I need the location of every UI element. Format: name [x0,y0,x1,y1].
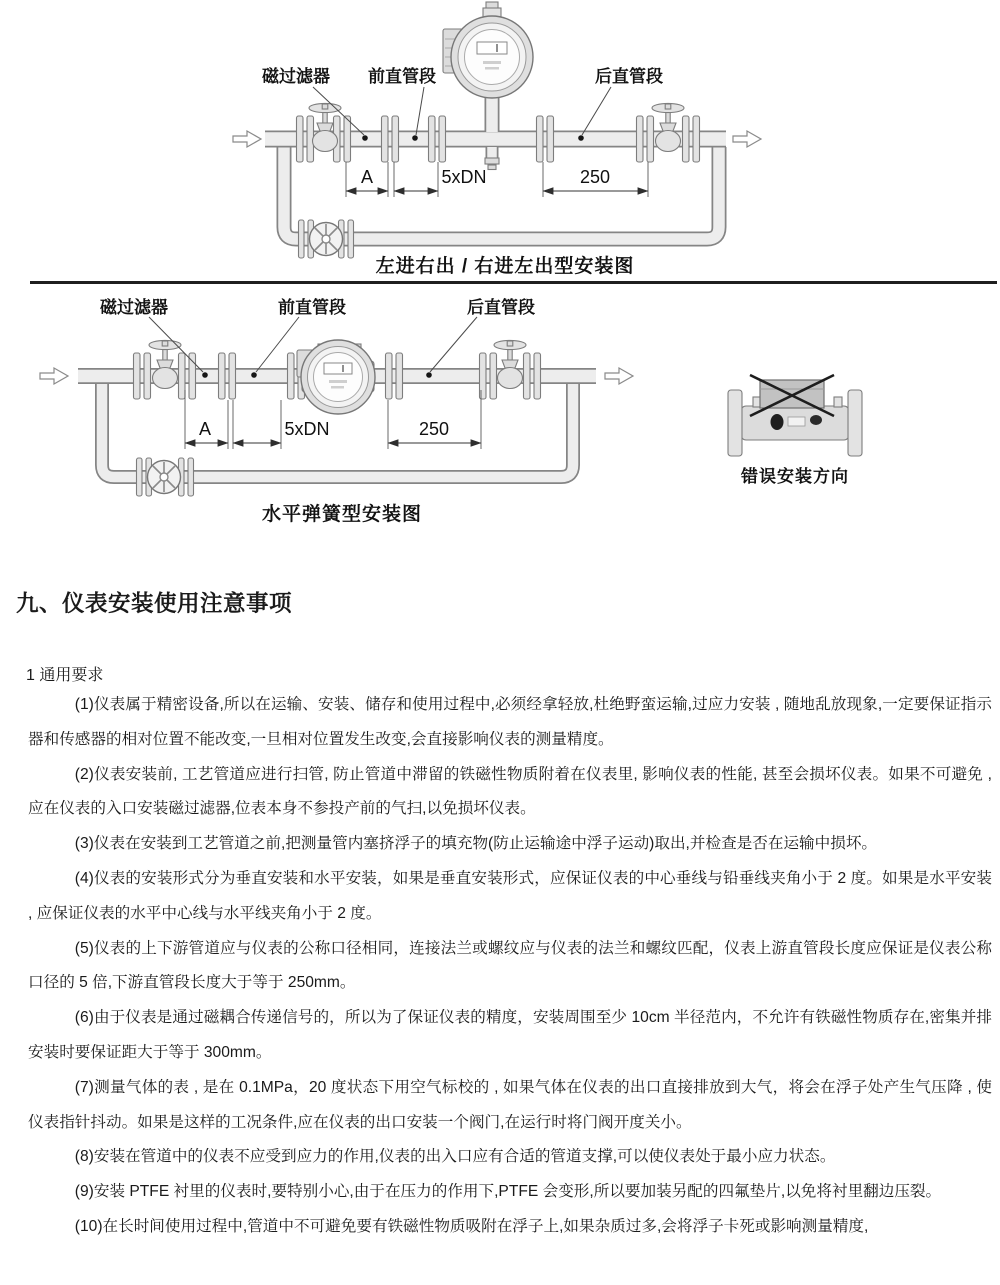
rear-straight-label: 后直管段 [467,298,535,317]
flow-in-arrow-icon [40,368,68,384]
section-subheading: 1 通用要求 [26,667,104,684]
diagram-caption: 水平弹簧型安装图 [261,504,423,525]
installation-diagram-horizontal [0,286,1000,540]
dim-5xdn-label: 5xDN [441,167,487,187]
flow-out-arrow-icon [733,131,761,147]
wrong-direction-caption: 错误安装方向 [741,467,849,486]
dim-250-label: 250 [418,419,450,439]
note-paragraph: (5)仪表的上下游管道应与仪表的公称口径相同，连接法兰或螺纹应与仪表的法兰和螺纹匹配，仪表上游直管段长度应保证是仪表公称口径的 5 倍,下游直管段长度大于等于 250mm。 [28,939,992,992]
front-straight-label: 前直管段 [368,67,436,86]
notes-body [28,688,992,1245]
flowmeter-icon [297,340,375,414]
note-paragraph: (3)仪表在安装到工艺管道之前,把测量管内塞挤浮子的填充物(防止运输途中浮子运动)取出,并检查是否在运输中损坏。 [74,835,878,853]
note-paragraph: (4)仪表的安装形式分为垂直安装和水平安装，如果是垂直安装形式，应保证仪表的中心垂线与铅垂线夹角小于 2 度。如果是水平安装 , 应保证仪表的水平中心线与水平线夹角小于 2 度。 [28,869,992,922]
wrong-installation-icon [728,375,862,456]
flow-out-arrow-icon [605,368,633,384]
front-straight-label: 前直管段 [278,298,346,317]
note-paragraph: (10)在长时间使用过程中,管道中不可避免要有铁磁性物质吸附在浮子上,如果杂质过多,会将浮子卡死或影响测量精度, [74,1217,869,1235]
dim-a-label: A [360,167,374,187]
dim-250-label: 250 [579,167,611,187]
rear-straight-label: 后直管段 [595,67,663,86]
magnetic-filter-label: 磁过滤器 [262,67,330,86]
flow-in-arrow-icon [233,131,261,147]
note-paragraph: (8)安装在管道中的仪表不应受到应力的作用,仪表的出入口应有合适的管道支撑,可以使仪表处于最小应力状态。 [74,1148,836,1166]
handwheel-valve-icon [494,340,526,388]
diagram-caption: 左进右出 / 右进左出型安装图 [375,256,635,277]
note-paragraph: (9)安装 PTFE 衬里的仪表时,要特别小心,由于在压力的作用下,PTFE 会变形,所以要加装另配的四氟垫片,以免将衬里翻边压裂。 [74,1183,942,1201]
section-divider [30,281,997,284]
installation-diagram-left-right [0,0,1000,282]
magnetic-filter-label: 磁过滤器 [100,298,168,317]
dim-5xdn-label: 5xDN [284,419,330,439]
handwheel-valve-icon [149,340,181,388]
handwheel-valve-icon [652,103,684,151]
note-paragraph: (6)由于仪表是通过磁耦合传递信号的，所以为了保证仪表的精度，安装周围至少 10cm 半径范内，不允许有铁磁性物质存在,密集并排安装时要保证距大于等于 300mm。 [28,1009,992,1061]
note-paragraph: (2)仪表安装前, 工艺管道应进行扫管, 防止管道中滞留的铁磁性物质附着在仪表里, 影响仪表的性能, 甚至会损坏仪表。如果不可避免 , 应在仪表的入口安装磁过滤器,位表本身不参投产前的气扫,以免损坏仪表。 [28,765,992,818]
section-heading: 九、仪表安装使用注意事项 [16,591,293,616]
dim-a-label: A [198,419,212,439]
note-paragraph: (7)测量气体的表 , 是在 0.1MPa，20 度状态下用空气标校的 , 如果气体在仪表的出口直接排放到大气，将会在浮子处产生气压降 , 使仪表指针抖动。如果是这样的工况条件,应在仪表的出口安装一个阀门,在运行时将门阀开度关小。 [28,1078,992,1131]
note-paragraph: (1)仪表属于精密设备,所以在运输、安装、储存和使用过程中,必须经拿轻放,杜绝野蛮运输,过应力安装 , 随地乱放现象,一定要保证指示器和传感器的相对位置不能改变,一旦相对位置发生改变,会直接影响仪表的测量精度。 [28,696,992,748]
